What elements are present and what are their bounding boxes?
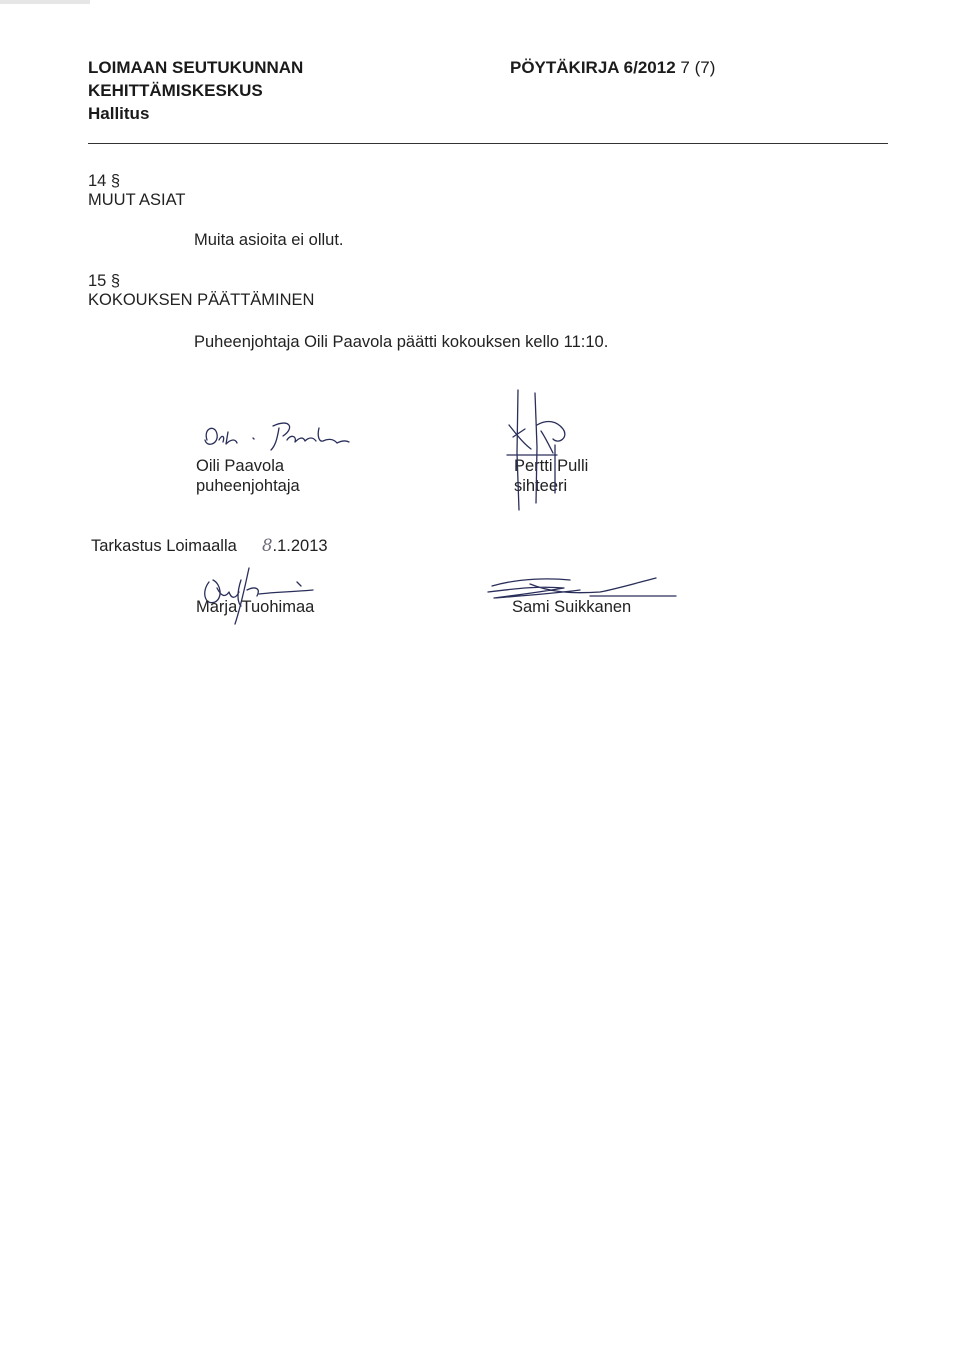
body-name: Hallitus — [88, 104, 150, 123]
review-date-rest: .1.2013 — [272, 537, 328, 555]
org-name-line1: LOIMAAN SEUTUKUNNAN — [88, 58, 304, 77]
chair-name: Oili Paavola — [196, 457, 285, 475]
review-label: Tarkastus Loimaalla — [91, 537, 237, 555]
section-15-text: Puheenjohtaja Oili Paavola päätti kokouksen kello 11:10. — [194, 333, 609, 351]
chair-signature-scribble — [195, 410, 355, 460]
section-15-title: KOKOUKSEN PÄÄTTÄMINEN — [88, 291, 315, 309]
page-info: 7 (7) — [680, 58, 716, 77]
section-15-number: 15 § — [88, 272, 121, 290]
review-date-handwritten: 8 — [262, 536, 273, 555]
review-line — [91, 536, 328, 556]
header-rule — [88, 143, 888, 144]
reviewer1-name: Marja Tuohimaa — [196, 598, 315, 616]
section-14-number: 14 § — [88, 172, 121, 190]
secretary-name: Pertti Pulli — [514, 457, 589, 475]
reviewer2-name: Sami Suikkanen — [512, 598, 632, 616]
org-name-line2: KEHITTÄMISKESKUS — [88, 81, 263, 100]
chair-role: puheenjohtaja — [196, 477, 300, 495]
secretary-role: sihteeri — [514, 477, 568, 495]
section-14-text: Muita asioita ei ollut. — [194, 231, 344, 249]
scan-edge-smudge — [0, 0, 90, 4]
section-14-title: MUUT ASIAT — [88, 191, 186, 209]
secretary-signature-scribble — [495, 385, 595, 515]
doc-header-right — [510, 57, 715, 79]
doc-title: PÖYTÄKIRJA 6/2012 — [510, 58, 676, 77]
